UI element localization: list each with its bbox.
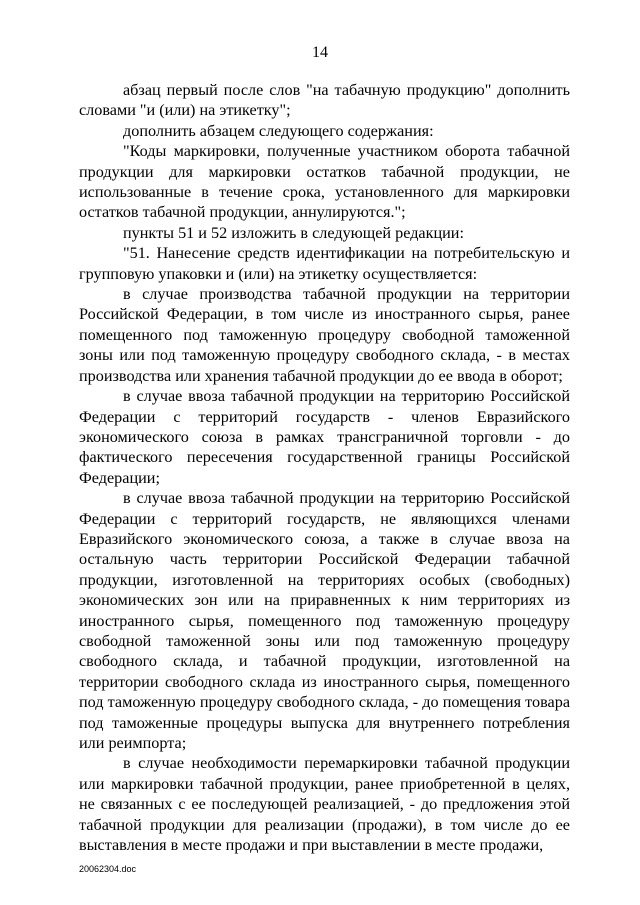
file-name-footer: 20062304.doc <box>79 864 137 874</box>
paragraph: в случае необходимости перемаркировки табачной продукции или маркировки табачной продукции, ранее приобретенной в целях, не связанных с ее последующей реализацией, - до предложения этой табачной продукции для реализации (продажи), в том числе до ее выставления в месте продажи и при выставлении в месте продажи, <box>79 754 570 855</box>
paragraph: в случае ввоза табачной продукции на территорию Российской Федерации с территорий государств, не являющихся членами Евразийского экономического союза, а также в случае ввоза на остальную часть территории Российской Федерации табачной продукции, изготовленной на территориях особых (свободных) экономических зон или на приравненных к ним территориях из иностранного сырья, помещенного под таможенную процедуру свободной таможенной зоны или под таможенную процедуру свободного склада, и табачной продукции, изготовленной на территории свободного склада из иностранного сырья, помещенного под таможенную процедуру свободного склада, - до помещения товара под таможенные процедуры выпуска для внутреннего потребления или реимпорта; <box>79 489 570 752</box>
paragraph: пункты 51 и 52 изложить в следующей редакции: <box>123 223 464 242</box>
page-number: 14 <box>312 44 328 61</box>
paragraph: дополнить абзацем следующего содержания: <box>123 121 434 140</box>
document-body <box>79 80 570 855</box>
paragraph: абзац первый после слов "на табачную продукцию" дополнить словами "и (или) на этикетку"; <box>79 81 570 120</box>
paragraph: "Коды маркировки, полученные участником оборота табачной продукции для маркировки остатков табачной продукции, не использованные в течение срока, установленного для маркировки остатков табачной продукции, аннулируются."; <box>79 142 570 222</box>
paragraph: в случае ввоза табачной продукции на территорию Российской Федерации с территорий государств - членов Евразийского экономического союза в рамках трансграничной торговли - до фактического пересечения государственной границы Российской Федерации; <box>79 387 570 487</box>
paragraph: "51. Нанесение средств идентификации на потребительскую и групповую упаковки и (или) на этикетку осуществляется: <box>79 244 570 283</box>
paragraph: в случае производства табачной продукции на территории Российской Федерации, в том числе из иностранного сырья, ранее помещенного под таможенную процедуру свободной таможенной зоны или под таможенную процедуру свободного склада, - в местах производства или хранения табачной продукции до ее ввода в оборот; <box>79 285 570 385</box>
